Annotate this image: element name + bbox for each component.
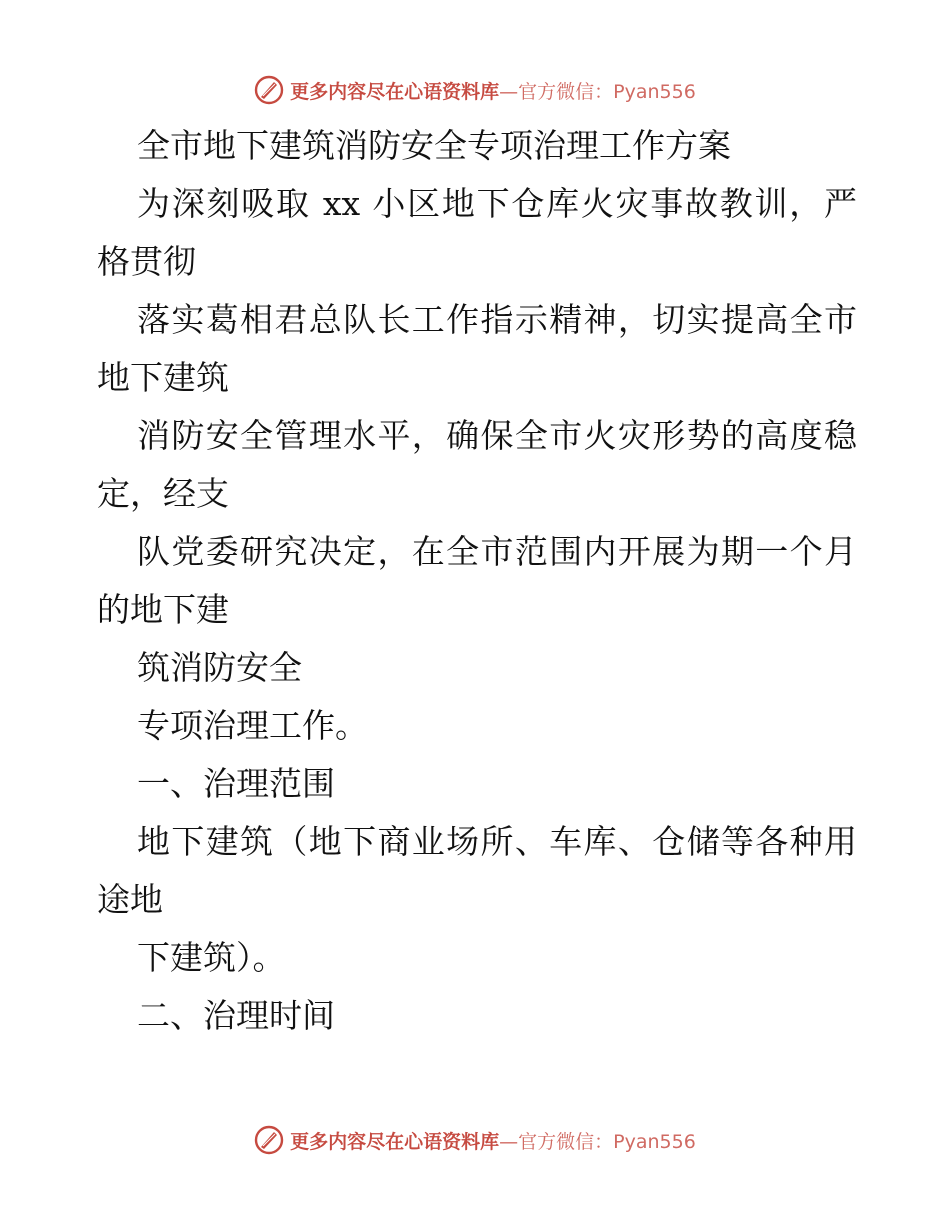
header-watermark-banner [0,68,950,112]
banner-title: 更多内容尽在心语资料库 [290,80,500,103]
section-heading: 二、治理时间 [137,996,335,1035]
footer-watermark-banner [0,1118,950,1162]
quill-seal-icon [254,75,284,105]
quill-seal-icon [254,1125,284,1155]
banner-title: 更多内容尽在心语资料库 [290,1130,500,1153]
document-title: 全市地下建筑消防安全专项治理工作方案 [137,126,731,165]
paragraph-line: 为深刻吸取 xx 小区地下仓库火灾事故教训，严 [137,184,857,223]
paragraph-line: 下建筑）。 [137,938,286,977]
banner-contact: —官方微信：Pyan556 [499,1130,696,1153]
paragraph-line: 定，经支 [97,474,229,513]
paragraph-line: 队党委研究决定，在全市范围内开展为期一个月 [137,532,857,571]
paragraph-line: 落实葛相君总队长工作指示精神，切实提高全市 [137,300,857,339]
paragraph-line: 地下建筑 [97,358,229,397]
paragraph-line: 筑消防安全 [137,648,302,687]
banner-contact: —官方微信：Pyan556 [499,80,696,103]
section-heading: 一、治理范围 [137,764,335,803]
paragraph-line: 地下建筑（地下商业场所、车库、仓储等各种用 [137,822,857,861]
paragraph-line: 的地下建 [97,590,229,629]
paragraph-line: 消防安全管理水平，确保全市火灾形势的高度稳 [137,416,857,455]
paragraph-line: 途地 [97,880,163,919]
document-body [97,117,857,1045]
paragraph-line: 格贯彻 [97,242,196,281]
paragraph-line: 专项治理工作。 [137,706,368,745]
